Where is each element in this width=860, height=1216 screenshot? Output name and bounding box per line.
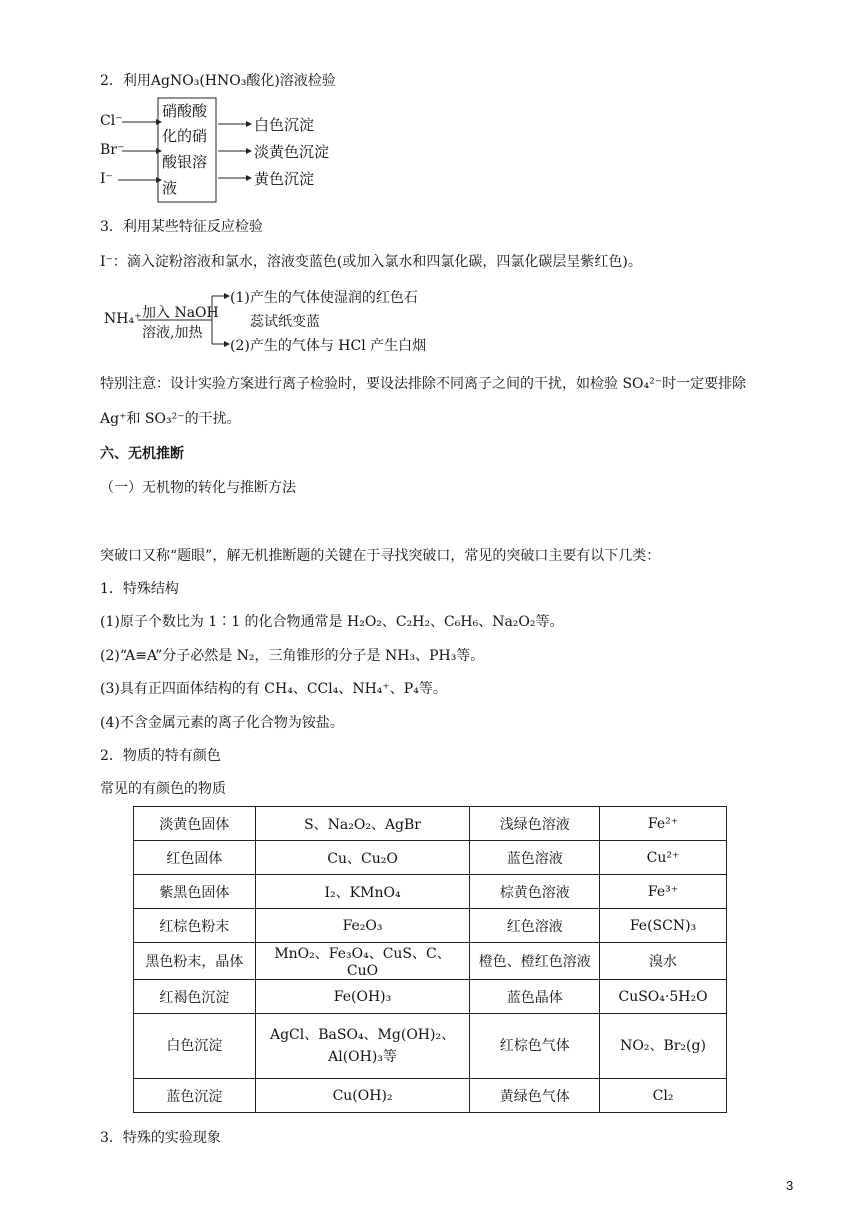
table-cell: Cu²⁺ — [600, 841, 727, 875]
table-cell: Cl₂ — [600, 1079, 727, 1113]
result-pale-yellow: 淡黄色沉淀 — [254, 143, 330, 161]
table-cell: 红色溶液 — [470, 909, 600, 943]
note-line-1: 特别注意：设计实验方案进行离子检验时，要设法排除不同离子之间的干扰，如检验 SO₄²⁻时一定要排除 — [100, 376, 747, 392]
result-yellow: 黄色沉淀 — [254, 170, 315, 188]
table-cell: Fe³⁺ — [600, 875, 727, 909]
page-number: 3 — [786, 1178, 794, 1193]
table-cell: CuSO₄·5H₂O — [600, 980, 727, 1014]
ammonium-ion: NH₄⁺ — [104, 311, 142, 327]
reagent-line-4: 液 — [162, 179, 178, 197]
table-cell: 红褐色沉淀 — [134, 980, 256, 1014]
point-2: (2)“A≡A”分子必然是 N₂，三角锥形的分子是 NH₃、PH₃等。 — [100, 648, 485, 664]
table-row — [134, 1079, 727, 1113]
table-row — [134, 1014, 727, 1079]
table-cell: 橙色、橙红色溶液 — [470, 943, 600, 980]
table-cell: Fe₂O₃ — [255, 909, 470, 943]
point-1: (1)原子个数比为 1∶1 的化合物通常是 H₂O₂、C₂H₂、C₆H₆、Na₂O₂等。 — [100, 614, 564, 630]
table-row — [134, 841, 727, 875]
table-cell: Fe²⁺ — [600, 807, 727, 841]
table-cell: 蓝色溶液 — [470, 841, 600, 875]
table-cell: 白色沉淀 — [134, 1014, 256, 1079]
table-row — [134, 875, 727, 909]
table-cell: Fe(SCN)₃ — [600, 909, 727, 943]
heading-special-structure: 1．特殊结构 — [100, 581, 179, 597]
table-cell: Cu(OH)₂ — [255, 1079, 470, 1113]
table-row — [134, 807, 727, 841]
table-cell: S、Na₂O₂、AgBr — [255, 807, 470, 841]
table-cell: 红棕色气体 — [470, 1014, 600, 1079]
condition-bottom: 溶液,加热 — [142, 325, 203, 341]
heading-colors: 2．物质的特有颜色 — [100, 748, 221, 764]
heading-phenomena: 3．特殊的实验现象 — [100, 1130, 221, 1146]
ion-i: I⁻ — [100, 171, 113, 187]
result-1a: (1)产生的气体使湿润的红色石 — [230, 290, 418, 306]
table-row — [134, 943, 727, 980]
iodide-test-line: I⁻：滴入淀粉溶液和氯水，溶液变蓝色(或加入氯水和四氯化碳，四氯化碳层呈紫红色)。 — [100, 254, 642, 270]
table-cell: Cu、Cu₂O — [255, 841, 470, 875]
table-cell: 蓝色晶体 — [470, 980, 600, 1014]
result-1b: 蕊试纸变蓝 — [250, 314, 320, 330]
section-3-title: 3．利用某些特征反应检验 — [100, 219, 263, 235]
ion-cl: Cl⁻ — [100, 113, 123, 129]
table-cell: 蓝色沉淀 — [134, 1079, 256, 1113]
table-row — [134, 909, 727, 943]
result-white: 白色沉淀 — [254, 116, 315, 134]
reagent-line-3: 酸银溶 — [162, 153, 208, 171]
table-row — [134, 980, 727, 1014]
table-cell: Fe(OH)₃ — [255, 980, 470, 1014]
ion-br: Br⁻ — [100, 142, 125, 158]
reagent-line-2: 化的硝 — [162, 127, 208, 145]
table-cell: 红色固体 — [134, 841, 256, 875]
table-cell: I₂、KMnO₄ — [255, 875, 470, 909]
table-cell: 红棕色粉末 — [134, 909, 256, 943]
table-cell: 淡黄色固体 — [134, 807, 256, 841]
point-3: (3)具有正四面体结构的有 CH₄、CCl₄、NH₄⁺、P₄等。 — [100, 681, 447, 697]
table-cell: 棕黄色溶液 — [470, 875, 600, 909]
subsection-1-heading: （一）无机物的转化与推断方法 — [100, 480, 296, 496]
intro-paragraph: 突破口又称“题眼”，解无机推断题的关键在于寻找突破口，常见的突破口主要有以下几类： — [100, 548, 661, 564]
table-caption: 常见的有颜色的物质 — [100, 781, 226, 797]
section-2-title: 2．利用AgNO₃(HNO₃酸化)溶液检验 — [100, 73, 336, 89]
table-cell: 紫黑色固体 — [134, 875, 256, 909]
table-cell: 浅绿色溶液 — [470, 807, 600, 841]
section-6-heading: 六、无机推断 — [100, 446, 184, 462]
note-line-2: Ag⁺和 SO₃²⁻的干扰。 — [100, 411, 241, 427]
table-cell: AgCl、BaSO₄、Mg(OH)₂、Al(OH)₃等 — [255, 1014, 470, 1079]
table-cell: MnO₂、Fe₃O₄、CuS、C、CuO — [255, 943, 470, 980]
result-2: (2)产生的气体与 HCl 产生白烟 — [230, 338, 427, 354]
point-4: (4)不含金属元素的离子化合物为铵盐。 — [100, 715, 344, 731]
reagent-line-1: 硝酸酸 — [162, 102, 208, 120]
color-table — [133, 806, 727, 1113]
table-cell: 黑色粉末，晶体 — [134, 943, 256, 980]
table-cell: NO₂、Br₂(g) — [600, 1014, 727, 1079]
table-cell: 黄绿色气体 — [470, 1079, 600, 1113]
table-cell: 溴水 — [600, 943, 727, 980]
condition-top: 加入 NaOH — [142, 305, 219, 321]
